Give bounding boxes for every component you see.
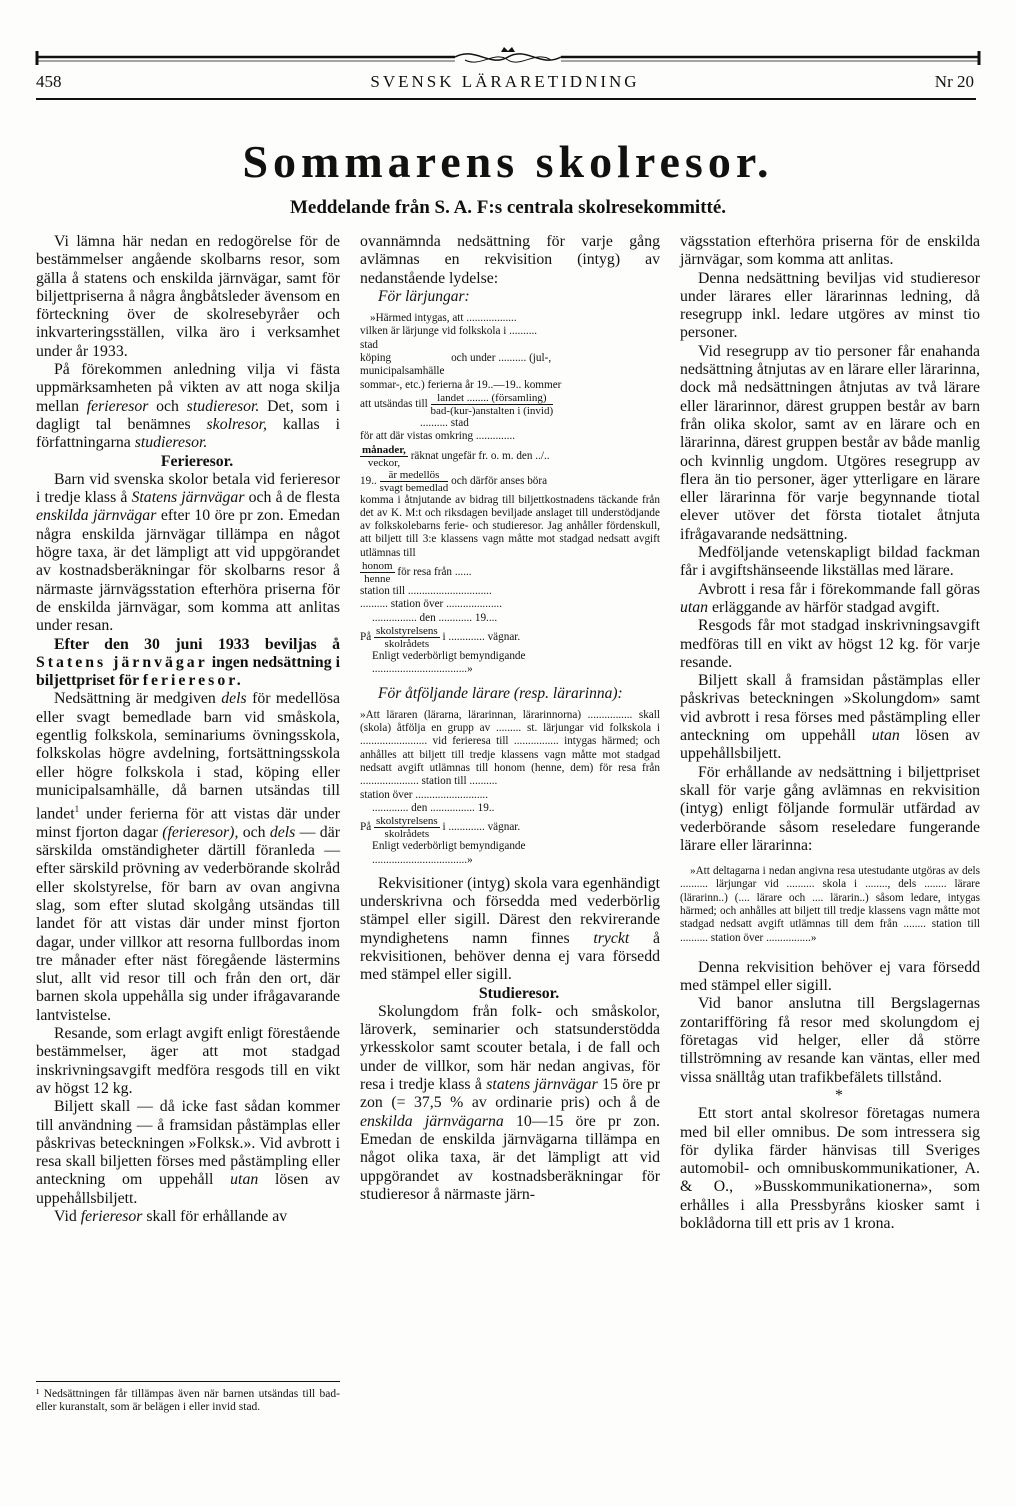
column-3 [680,233,980,1233]
paragraph: För erhållande av nedsättning i biljettpriset skall för varje gång avlämnas en rekvisition (intyg) enligt följande formulär utfärdad av vederbörande såsom reseledare fungerande lärare eller lärarinna: [680,763,980,854]
paragraph: vägsstation efterhöra priserna för de enskilda järnvägar, som komma att anlitas. [680,233,980,269]
paragraph: Biljett skall — då icke fast sådan kommer till användning — å framsidan påstämplas eller påskrivas beteckningen »Folksk.». Vid avbrott i resa skall biljetten förses med påstämpling eller anteckning om uppehåll utan lösen av uppehållsbiljett. [36,1098,341,1207]
paragraph: Vi lämna här nedan en redogörelse för de bestämmelser angående skolbarns resor, som gälla å statens och enskilda järnvägar, samt för biljettpriserna å några ångbåtsleder ävensom en förteckning över de skolresebyråer och inkvarteringsställen, vilka äro i verksamhet under år 1933. [36,233,340,360]
paragraph: Vid ferieresor skall för erhållande av [54,1208,288,1225]
footnote-ref: 1 [74,804,80,815]
paragraph-emphasis: Efter den 30 juni 1933 beviljas å Statens järnvägar ingen nedsättning i biljettpriset för ferieresor. [36,635,340,690]
paragraph: Denna nedsättning beviljas vid studieresor under lärares eller lärarinnas ledning, då resegrupp inkl. ledare utgöres av minst tio personer. [680,269,980,342]
paragraph: Barn vid svenska skolor betala vid ferieresor i tredje klass å Statens järnvägar och å de flesta enskilda järnvägar efter 10 öre pr zon. Emedan några enskilda järnvägar tillämpa en något högre taxa, är det lämpligt att vid uppgörandet av kostnadsberäkningar för skolbarns resor å närmaste järnvägsstation efterhöra priserna för de enskilda järnvägar, som komma att anlitas under resan. [36,470,340,635]
paragraph: Resgods får mot stadgad inskrivningsavgift medföras till en vikt av högst 12 kg. för varje resande. [680,617,980,671]
paragraph: Denna rekvisition behöver ej vara försedd med stämpel eller sigill. [680,958,980,995]
article-subtitle: Meddelande från S. A. F:s centrala skolresekommitté. [289,197,727,218]
form-teachers: »Att läraren (lärarna, lärarinnan, lärarinnorna) ................ skall (skola) åtfölja en grupp av ......... st. lärjungar vid folkskola i ........................ vid ferieresa till ................ intygas härmed; och anhålles att biljett till tredje klassens vagn måtte mot stadgad nedsatt avgift utlämnas till honom (henne, dem) för resa från ..................... station till .......... station över .......................... ............. den ................ 19.. På skolstyrelsens skolrådets i ............. vägnar. Enligt vederbörligt bemyndigande ..................................» [360,708,660,866]
header-rule [36,98,976,100]
journal-title: SVENSK LÄRARETIDNING [370,72,640,91]
running-header [36,72,974,94]
section-heading: Ferieresor. [160,452,234,470]
column-2 [360,233,660,1204]
separator-star: * [835,1086,843,1104]
paragraph: Vid banor anslutna till Bergslagernas zontarifföring få resor med skolungdom ej företagas vid helger, eller då större tillströmning av resande kan väntas, eller med vissa snälltåg utan trafikbefälets tillstånd. [680,995,980,1086]
section-heading: Studieresor. [478,984,560,1002]
issue-number: Nr 20 [934,72,974,91]
paragraph: Biljett skall å framsidan påstämplas eller påskrivas beteckningen »Skolungdom» samt vid avbrott i resa förses med påstämpling eller anteckning om uppehåll utan lösen av uppehållsbiljett. [680,672,981,763]
paragraph: På förekommen anledning vilja vi fästa uppmärksamheten på vikten av att noga skilja mellan ferieresor och studieresor. Det, som i dagligt tal benämnes skolresor, kallas i författningarna studieresor. [36,361,340,452]
footnote: ¹ Nedsättningen får tillämpas även när barnen utsändas till bad- eller kuranstalt, som är belägen i eller invid stad. [36,1381,340,1415]
column-1 [36,233,340,1226]
paragraph: Skolungdom från folk- och småskolor, läroverk, seminarier och statsunderstödda yrkesskolor samt scouter betala, i de fall och under de villkor, som här nedan angivas, för resa i tredje klass å statens järnvägar 15 öre pr zon (= 37,5 % av ordinarie pris) och å de enskilda järnvägarna 10—15 öre pr zon. Emedan de enskilda järnvägarna tillämpa en något olika taxa, är det lämpligt att vid uppgörandet av kostnadsberäkningar för studieresor å närmaste järn- [360,1002,660,1203]
paragraph: Ett stort antal skolresor företagas numera med bil eller omnibus. De som intressera sig för dylika färder hänvisas till Sveriges automobil- och omnibuskommunikationer, A. & O., »Busskommunikationerna», som erhålles i alla Pressbyråns kiosker samt i boklådorna till ett pris av 1 krona. [680,1105,980,1233]
article-title: Sommarens skolresor. [242,136,774,187]
form-label: För lärjungar: [378,287,470,305]
paragraph: Resande, som erlagt avgift enligt förestående bestämmelser, äger att mot stadgad inskrivningsavgift medföra resgods till en vikt av högst 12 kg. [36,1025,340,1097]
page-number: 458 [36,72,62,91]
paragraph: Vid resegrupp av tio personer får enahanda nedsättning åtnjutas av en lärare eller lärarinna, dock må nedsättningen åtnjutas av två lärare eller lärarinnor, därest gruppen består av barn från olika skolor, samt av en lärare och en lärarinna, därest gruppen består av både manlig och kvinnlig ungdom. Utgöres resegrupp av flera än tio personer, äger ytterligare en lärare eller lärarinna för varje begynnande tiotal elever utöver det första tiotalet åtnjuta ifrågavarande nedsättning. [680,342,980,543]
paragraph: Avbrott i resa får i förekommande fall göras utan erläggande av härför stadgad avgift. [680,580,980,616]
form-label: För åtföljande lärare (resp. lärarinna): [378,684,623,702]
header-ornament [35,46,981,68]
form-pupils: »Härmed intygas, att .................. vilken är lärjunge vid folkskola i .......... stad köping och under .......... (jul-, municipalsamhälle sommar-, etc.) ferierna år 19..—19.. kommer att utsändas till landet ........ (församling) bad-(kur-)anstalten i (invid) .......... stad för att där vistas omkring .............. månader, veckor, räknat ungefär fr. o. m. den ../.. 19.. är medellös svagt bemedlad och därför anses böra komma i åtnjutande av bidrag till biljettkostnadens täckande från det av K. M:t och riksdagen beviljade anslaget till understödjande av folkskolebarns ferie- och studieresor. Jag anhåller fördenskull, att biljett till 3:e klassens vagn måtte mot stadgad nedsatt avgift utlämnas till honom henne för resa från ...... station till .............................. .......... station över .................... ................ den ............ 19.... På skolstyrelsens skolrådets i ............. vägnar. Enligt vederbörligt bemyndigande ..................................» [360,312,660,676]
paragraph: Medföljande vetenskapligt bildad fackman får i avgiftshänseende likställas med lärare. [680,544,980,580]
form-group: »Att deltagarna i nedan angivna resa utestudante utgöras av dels .......... lärjungar vid .......... skola i ........, dels ........ lärare (lärarinn..) (.... lärare och .... lärarin..) såsom ledare, intygas härmed; och anhålles att biljett till tredje klassens vagn måtte mot stadgad nedsatt avgift utlämnas till dem från ........ station till .......... station över ................» [680,865,980,944]
paragraph: Rekvisitioner (intyg) skola vara egenhändigt underskrivna och försedda med vederbörlig stämpel eller sigill. Därest den rekvirerande myndighetens namn finnes tryckt å rekvisitionen, behöver denna ej vara försedd med stämpel eller sigill. [360,874,660,984]
paragraph: ovannämnda nedsättning för varje gång avlämnas en rekvisition (intyg) av nedanstående lydelse: [360,233,660,287]
paragraph: Nedsättning är medgiven dels för medellösa eller svagt bemedlade barn vid småskola, egentlig folkskola, seminariums övningsskola, folkskolas högre avdelning, fortsättningsskola eller högre folkskola i stad, köping eller municipalsamhälle, då barnen utsändas till landet$^1$ under ferierna för att vistas där under minst fjorton dagar (ferieresor), och dels — där särskilda omständigheter därtill föranleda — efter särskild prövning av vederbörande skolråd eller skolstyrelse, för barn av ovan angivna slag, som efter slutad skolgång utsändas till landet för att vistas där under minst fjorton dagar, under villkor att resorna fullbordas inom tre månader efter näst föregående lästermins slut, allt vid resor till och från den ort, där barnen skola uppehålla sig under ifrågavarande lantvistelse. [36,690,340,1024]
